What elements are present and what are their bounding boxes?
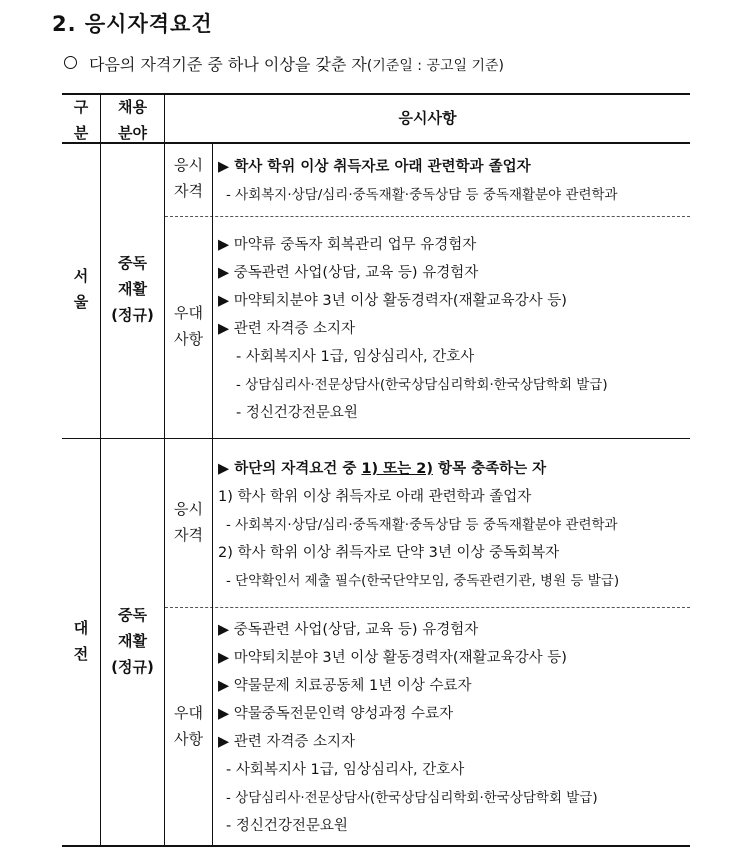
daejeon-pref-item-7: - 정신건강전문요원 — [226, 818, 348, 834]
seoul-pref-label-line2: 사항 — [174, 330, 203, 348]
daejeon-region-line2: 전 — [73, 645, 89, 663]
daejeon-qual-head-post: 항목 충족하는 자 — [432, 461, 547, 477]
seoul-pref-label-line1: 우대 — [174, 304, 203, 322]
seoul-pref-item-2: ▶ 마약퇴치분야 3년 이상 활동경력자(재활교육강사 등) — [218, 293, 567, 309]
table-bottom-border — [62, 845, 690, 847]
seoul-pref-item-0: ▶ 마약류 중독자 회복관리 업무 유경험자 — [218, 237, 477, 253]
daejeon-qual-label-line2: 자격 — [174, 526, 203, 544]
daejeon-qual-label-line1: 응시 — [174, 500, 203, 518]
seoul-pref-item-3: ▶ 관련 자격증 소지자 — [218, 321, 356, 337]
daejeon-qual-head-underlined: 1) 또는 2) — [361, 461, 433, 477]
daejeon-pref-label-line1: 우대 — [174, 704, 203, 722]
daejeon-qual-item-1: - 사회복지·상담/심리·중독재활·중독상담 등 중독재활분야 관련학과 — [226, 517, 618, 533]
seoul-qual-label — [165, 152, 212, 204]
daejeon-pref-item-5: - 사회복지사 1급, 임상심리사, 간호사 — [226, 762, 465, 778]
seoul-field-line3: (정규) — [111, 306, 154, 324]
daejeon-pref-item-2: ▶ 약물문제 치료공동체 1년 이상 수료자 — [218, 678, 472, 694]
daejeon-field — [101, 602, 164, 680]
seoul-pref-item-5: - 상담심리사·전문상담사(한국상담심리학회·한국상담학회 발급) — [236, 377, 608, 393]
col-divider-3 — [212, 143, 213, 846]
header-gubun-line1: 구 — [73, 98, 89, 116]
section-title: 2. 응시자격요건 — [52, 12, 213, 36]
header-field-line2: 분야 — [118, 124, 147, 142]
region-divider — [62, 438, 690, 439]
daejeon-qual-label — [165, 496, 212, 548]
seoul-pref-item-4: - 사회복지사 1급, 임상심리사, 간호사 — [236, 349, 475, 365]
criteria-note: (기준일 : 공고일 기준) — [366, 58, 504, 74]
daejeon-region — [62, 615, 100, 667]
seoul-inner-divider — [165, 216, 690, 217]
seoul-qual-label-line1: 응시 — [174, 156, 203, 174]
seoul-field-line1: 중독 — [118, 254, 147, 272]
daejeon-field-line3: (정규) — [111, 658, 154, 676]
seoul-qual-label-line2: 자격 — [174, 182, 203, 200]
seoul-field-line2: 재활 — [118, 280, 147, 298]
col-divider-1 — [100, 94, 101, 846]
header-field-line1: 채용 — [118, 98, 147, 116]
seoul-region-line1: 서 — [73, 267, 89, 285]
daejeon-pref-item-6: - 상담심리사·전문상담사(한국상담심리학회·한국상담학회 발급) — [226, 790, 598, 806]
seoul-pref-item-1: ▶ 중독관련 사업(상담, 교육 등) 유경험자 — [218, 265, 479, 281]
seoul-field — [101, 250, 164, 328]
daejeon-pref-item-4: ▶ 관련 자격증 소지자 — [218, 734, 356, 750]
daejeon-pref-item-1: ▶ 마약퇴치분야 3년 이상 활동경력자(재활교육강사 등) — [218, 650, 567, 666]
daejeon-field-line1: 중독 — [118, 606, 147, 624]
daejeon-qual-head — [218, 457, 546, 478]
daejeon-qual-item-3: - 단약확인서 제출 필수(한국단약모임, 중독관련기관, 병원 등 발급) — [226, 573, 620, 589]
daejeon-pref-label — [165, 700, 212, 752]
seoul-pref-item-6: - 정신건강전문요원 — [236, 405, 358, 421]
seoul-qual-item-1: - 사회복지·상담/심리·중독재활·중독상담 등 중독재활분야 관련학과 — [226, 187, 618, 203]
criteria-main: 다음의 자격기준 중 하나 이상을 갖춘 자 — [89, 55, 367, 74]
daejeon-inner-divider — [165, 607, 690, 608]
header-requirements: 응시사항 — [398, 109, 457, 127]
seoul-region — [62, 263, 100, 315]
daejeon-region-line1: 대 — [73, 619, 89, 637]
header-gubun — [62, 94, 100, 146]
daejeon-pref-item-0: ▶ 중독관련 사업(상담, 교육 등) 유경험자 — [218, 622, 479, 638]
daejeon-pref-label-line2: 사항 — [174, 730, 203, 748]
circle-bullet-icon — [64, 56, 77, 69]
seoul-pref-label — [165, 300, 212, 352]
daejeon-qual-item-0: 1) 학사 학위 이상 취득자로 아래 관련학과 졸업자 — [218, 489, 532, 505]
seoul-region-line2: 울 — [73, 293, 89, 311]
daejeon-qual-item-2: 2) 학사 학위 이상 취득자로 단약 3년 이상 중독회복자 — [218, 545, 560, 561]
seoul-qual-item-0: ▶ 학사 학위 이상 취득자로 아래 관련학과 졸업자 — [218, 159, 531, 175]
daejeon-pref-item-3: ▶ 약물중독전문인력 양성과정 수료자 — [218, 706, 454, 722]
daejeon-field-line2: 재활 — [118, 632, 147, 650]
header-gubun-line2: 분 — [73, 124, 89, 142]
daejeon-qual-head-pre: ▶ 하단의 자격요건 중 — [218, 461, 362, 477]
header-field — [101, 94, 164, 146]
criteria-subtitle — [64, 52, 504, 75]
